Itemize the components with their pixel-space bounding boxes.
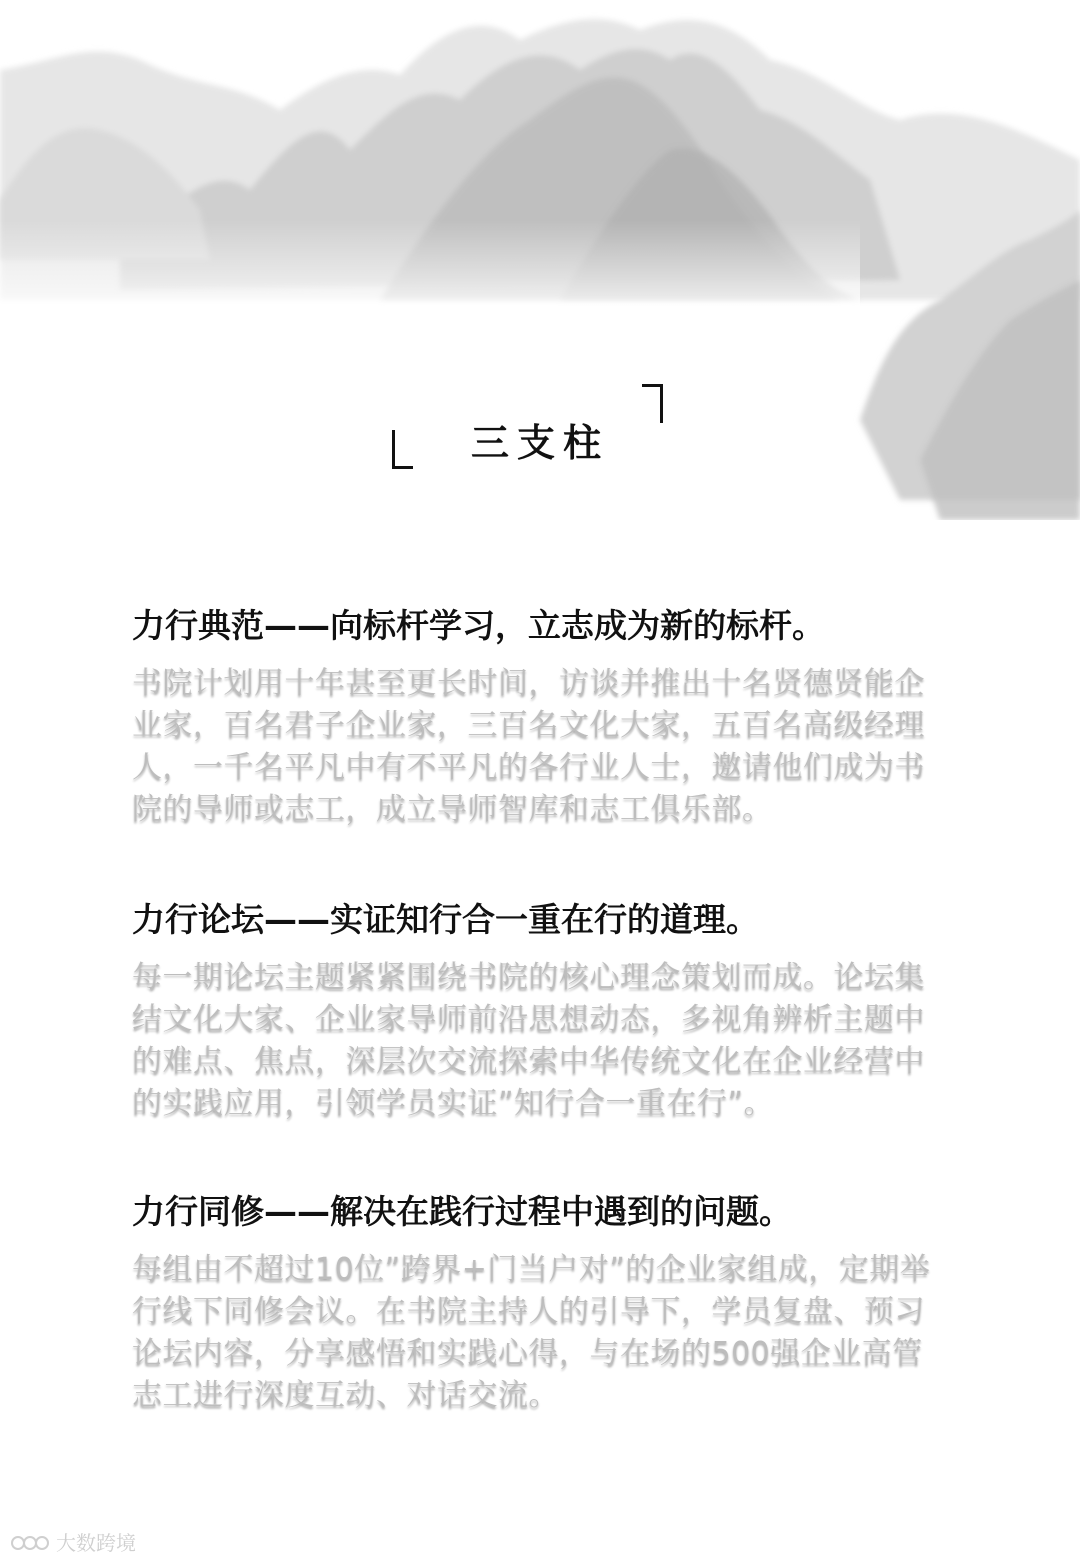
section-heading: 力行同修——解决在践行过程中遇到的问题。 (132, 1192, 792, 1231)
logo-icon (10, 1529, 50, 1553)
section-body: 每组由不超过10位”跨界+门当户对”的企业家组成，定期举行线下同修会议。在书院主持人的引导下，学员复盘、预习论坛内容，分享感悟和实践心得，与在场的500强企业高管志工进行深度互动、对话交流。 (132, 1252, 931, 1413)
section-body: 每一期论坛主题紧紧围绕书院的核心理念策划而成。论坛集结文化大家、企业家导师前沿思想动态，多视角辨析主题中的难点、焦点，深层次交流探索中华传统文化在企业经营中的实践应用，引领学员实证”知行合一重在行”。 (132, 960, 925, 1121)
watermark (10, 1528, 136, 1554)
section-pillar-3 (132, 1186, 952, 1417)
title-area (0, 400, 1080, 480)
corner-bracket-left-icon (392, 430, 413, 469)
page-title: 三支柱 (470, 420, 609, 465)
section-pillar-2 (132, 894, 952, 1125)
corner-bracket-right-icon (642, 384, 663, 423)
section-pillar-1 (132, 600, 952, 831)
watermark-text: 大数跨境 (56, 1530, 136, 1555)
section-heading: 力行论坛——实证知行合一重在行的道理。 (132, 900, 759, 939)
section-body: 书院计划用十年甚至更长时间，访谈并推出十名贤德贤能企业家，百名君子企业家，三百名文化大家，五百名高级经理人，一千名平凡中有不平凡的各行业人士，邀请他们成为书院的导师或志工，成立导师智库和志工俱乐部。 (132, 666, 925, 827)
section-heading: 力行典范——向标杆学习，立志成为新的标杆。 (132, 606, 825, 645)
